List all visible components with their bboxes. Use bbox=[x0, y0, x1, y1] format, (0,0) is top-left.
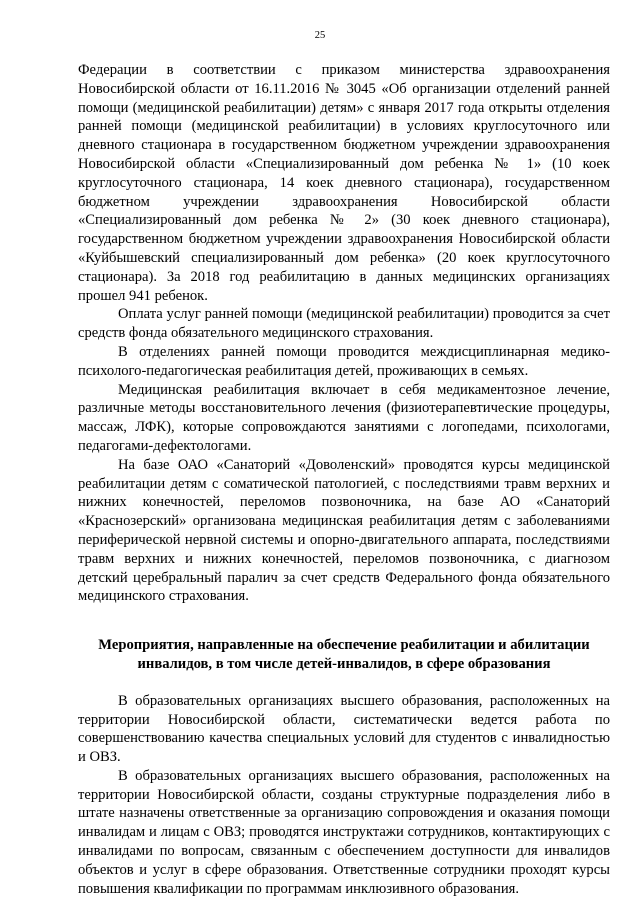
paragraph: В образовательных организациях высшего образования, расположенных на территории Новосибирской области, созданы структурные подразделения либо в штате назначены ответственные за организацию сопровождения и оказания помощи инвалидам и лицам с ОВЗ; проводятся инструктажи сотрудников, контактирующих с инвалидами по вопросам, связанным с обеспечением доступности для инвалидов объектов и услуг в сфере образования. Ответственные сотрудники проходят курсы повышения квалификации по программам инклюзивного образования. bbox=[78, 767, 610, 897]
paragraph: В отделениях ранней помощи проводится междисциплинарная медико-психолого-педагогическая реабилитация детей, проживающих в семьях. bbox=[78, 343, 610, 379]
paragraph: Федерации в соответствии с приказом министерства здравоохранения Новосибирской области от 16.11.2016 № 3045 «Об организации отделений ранней помощи (медицинской реабилитации) детям» с января 2017 года открыты отделения ранней помощи (медицинской реабилитации) в условиях круглосуточного или дневного стационара в государственном бюджетном учреждении здравоохранения Новосибирской области «Специализированный дом ребенка № 1» (10 коек круглосуточного стационара, 14 коек дневного стационара), государственном бюджетном учреждении здравоохранения Новосибирской области «Специализированный дом ребенка № 2» (30 коек дневного стационара), государственном бюджетном учреждении здравоохранения Новосибирской области «Куйбышевский специализированный дом ребенка» (20 коек круглосуточного стационара). За 2018 год реабилитацию в данных медицинских организациях прошел 941 ребенок. bbox=[78, 62, 610, 304]
paragraph: Медицинская реабилитация включает в себя медикаментозное лечение, различные методы восстановительного лечения (физиотерапевтические процедуры, массаж, ЛФК), которые сопровождаются занятиями с логопедами, психологами, педагогами-дефектологами. bbox=[78, 381, 610, 454]
paragraph: В образовательных организациях высшего образования, расположенных на территории Новосибирской области, систематически ведется работа по совершенствованию качества специальных условий для студентов с инвалидностью и ОВЗ. bbox=[78, 692, 610, 766]
page-number: 25 bbox=[314, 30, 326, 41]
paragraph: Оплата услуг ранней помощи (медицинской реабилитации) проводится за счет средств фонда обязательного медицинского страхования. bbox=[78, 306, 610, 342]
document-body bbox=[78, 61, 610, 898]
paragraph: На базе ОАО «Санаторий «Доволенский» проводятся курсы медицинской реабилитации детям с соматической патологией, с последствиями травм верхних и нижних конечностей, переломов позвоночника, на базе АО «Санаторий «Краснозерский» организована медицинская реабилитация детям с заболеваниями периферической нервной системы и опорно-двигательного аппарата, последствиями травм верхних и нижних конечностей, переломов позвоночника, с диагнозом детский церебральный паралич за счет средств Федерального фонда обязательного медицинского страхования. bbox=[78, 456, 610, 605]
section-heading: Мероприятия, направленные на обеспечение реабилитации и абилитации инвалидов, в том числе детей-инвалидов, в сфере образования bbox=[98, 637, 590, 672]
